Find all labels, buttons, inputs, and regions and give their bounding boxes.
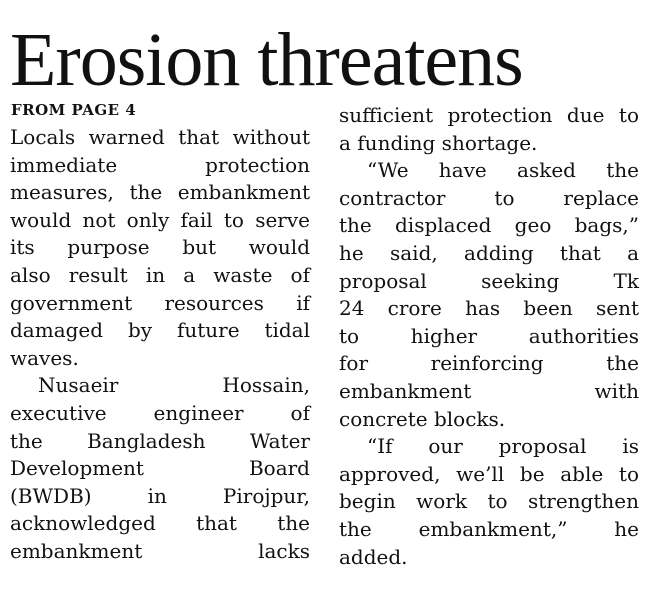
article-column-left (10, 124, 310, 566)
text-line: measures, the embankment (10, 180, 310, 205)
kicker-from-page: FROM PAGE 4 (11, 101, 137, 119)
text-line: Locals warned that without (10, 125, 310, 149)
text-line: government resources if (10, 290, 310, 315)
text-line: acknowledged that the (10, 511, 310, 536)
text-line: waves. (10, 345, 79, 370)
text-line: immediate protection (10, 152, 310, 177)
text-line: a funding shortage. (339, 130, 538, 155)
text-line: also result in a waste of (10, 262, 310, 287)
article-column-right (339, 102, 639, 571)
text-line: damaged by future tidal (10, 318, 310, 343)
headline: Erosion threatens (10, 18, 523, 102)
text-line: would not only fail to serve (10, 207, 310, 232)
text-line: to higher authorities (339, 323, 639, 348)
text-line: Nusaeir Hossain, (38, 373, 310, 398)
text-line: he said, adding that a (339, 240, 639, 265)
text-line: “We have asked the (367, 158, 639, 183)
text-line: the embankment,” he (339, 516, 639, 541)
text-line: contractor to replace (339, 185, 639, 210)
text-line: concrete blocks. (339, 406, 506, 431)
text-line: the displaced geo bags,” (339, 213, 639, 238)
text-line: embankment with (339, 378, 639, 403)
text-line: begin work to strengthen (339, 489, 639, 514)
text-line: executive engineer of (10, 400, 310, 425)
text-line: approved, we’ll be able to (339, 461, 639, 486)
text-line: embankment lacks (10, 538, 310, 563)
text-line: its purpose but would (10, 235, 310, 260)
text-line: the Bangladesh Water (10, 428, 310, 453)
text-line: sufficient protection due to (339, 103, 639, 127)
text-line: for reinforcing the (339, 351, 639, 376)
text-line: “If our proposal is (367, 434, 639, 459)
text-line: added. (339, 544, 408, 569)
text-line: proposal seeking Tk (339, 268, 639, 293)
text-line: 24 crore has been sent (339, 296, 639, 321)
text-line: Development Board (10, 456, 310, 481)
text-line: (BWDB) in Pirojpur, (10, 483, 310, 508)
